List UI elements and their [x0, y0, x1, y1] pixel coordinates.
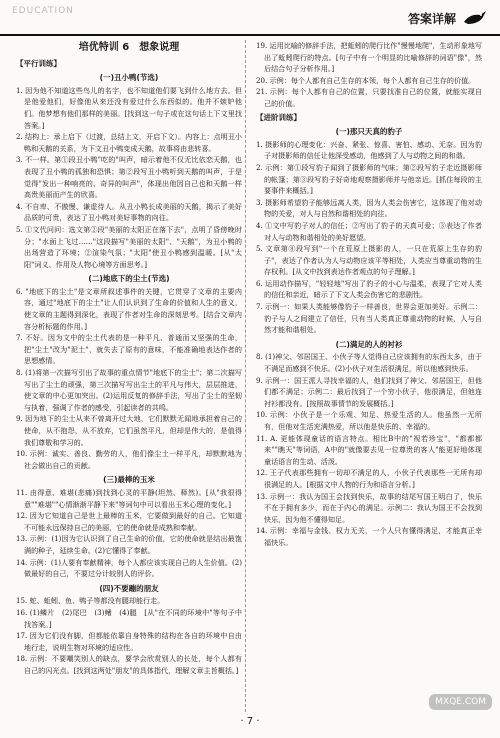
- answer-item: 2. 示例：第①段写豹子闻到了摄影师的气味；第②段写豹子走近摄影师的帐篷；第③段写豹子好奇地观察摄影师并与他亲近。[抓住每段的主要事件来概括。]: [256, 162, 482, 196]
- subsection-title: (四)不要蹦的朋友: [99, 583, 159, 593]
- answer-item: 6. "地底下的尘土"是文章所叙述事件的关键，它贯穿了文章的主要内容，通过"地底下的尘土"让人们认识到了生命的价值和人生的意义，使文章的主题得到深化，表现了作者对生命的深刻思考。[结合文章内容分析标题的作用。]: [16, 286, 242, 331]
- answer-item: 9. 因为地下的尘土从来不曾离开过大地，它们默默无闻地承担着自己的使命，从不抱怨，从不放弃，它们虽然平凡，但却是伟大的，是值得我们尊敬和学习的。: [16, 414, 242, 447]
- section-title: 培优特训 6 想象说理: [78, 42, 180, 53]
- answer-item: 4. ①文中写豹子对人的信任；②写出了豹子的天真可爱；③表达了作者对人与动物和谐相处的美好愿望。: [256, 220, 482, 242]
- bird-logo-icon: [462, 6, 488, 28]
- subsection-title: (三)最棒的玉米: [103, 475, 155, 485]
- section-label-advanced: 【进阶训练】: [256, 112, 301, 122]
- answer-item: 18. 示例：不要嘲笑别人的缺点，要学会欣赏别人的长处，每个人都有自己的闪光点。[找到这两处"朋友"的具体指代，理解文章主旨概括。]: [16, 654, 242, 675]
- left-column: [16, 40, 242, 676]
- answer-item: 3. 不一样。第①段丑小鸭"吃的"叫声，暗示着他不仅无比依恋天鹅，也表现了丑小鸭的孤独和恐惧；第②段写丑小鸭听到天鹅的叫声，于是觉得"发出一种响亮的、奇异的叫声"，体现出他因自己也和天鹅一样高贵美丽而产生的欣喜。: [16, 155, 242, 200]
- right-column: [256, 40, 482, 549]
- header-title: 答案详解: [407, 12, 456, 26]
- answer-list: [16, 286, 242, 472]
- answer-item: 16. (1)鳞片 (2)尾巴 (3)鳍 (4)腿 [从"在不同的环境中"等句子中找答案。]: [16, 607, 242, 629]
- answer-item: 11. 由得意、难堪(悲痛)到找到心灵的平静(坦然、释然)。[从"我很得意""难堪""心情渐渐平静下来"等词句中可以看出玉米心理的变化。]: [16, 487, 242, 509]
- publisher-logo: EDUCATION: [12, 6, 74, 16]
- answer-list: [16, 487, 242, 580]
- answer-list: [256, 40, 482, 110]
- answer-list: [256, 139, 482, 336]
- answer-item: 5. ①文代问问：选文第②段"美丽的太阳正在落下去"，点明了昏傍晚时分；"水面上飞过……"这段描写"美丽的太阳"、"天鹅"，为丑小鸭的出场营造了环境；②渲染气氛；"太阳"使丑小鸭感到温暖。[从"太阳"词义、作用及人物心境等方面思考。]: [16, 224, 242, 269]
- answer-item: 8. (1)将第一次描写引出了故事的重点情节"地底下的尘土"；第二次描写写出了尘土的顽强，第三次描写写出尘土的平凡与伟大，层层推进，使文章的中心更加突出。(2)运用反复的修辞手法，写出了尘土的坚韧与执着，强调了作者的感受，引起读者的共鸣。: [16, 368, 242, 412]
- answer-item: 11. A. 更能体现童话的语言特点。相比B中的"视若珍宝"，"都都都来""瞧天"等词语，A中的"就像要去见一位尊贵的客人"能更好地体现童话语言的生动、活泼。: [256, 433, 482, 466]
- subsection-title: (二)满足的人的衬衫: [335, 339, 403, 349]
- answer-list: [16, 595, 242, 676]
- answer-item: 17. 因为它们没有脚，但都能依靠自身特殊的结构在各自的环境中自由地行走，说明生物对环境的适应性。: [16, 631, 242, 652]
- answer-item: 21. 示例：每个人都有自己的位置，只要找准自己的位置，就能实现自己的价值。: [256, 87, 482, 108]
- page-number: · 7 ·: [240, 716, 260, 727]
- answer-item: 14. 示例：幸福与金钱、权力无关，一个人只有懂得满足，才能真正幸福快乐。: [256, 526, 482, 547]
- answer-item: 1. 摄影师的心理变化：兴奋、紧张、惊喜、害怕、感动、无奈。因为豹子对摄影师的信任让他深受感动，他感到了人与动物之间的和谐。: [256, 139, 482, 161]
- answer-item: 2. 结构上：承上启下（过渡，总结上文，开启下文）。内容上：点明丑小鸭和天鹅的关系，为下文丑小鸭变成天鹅，故事将由悲转喜。: [16, 132, 242, 153]
- answer-item: 7. 示例一：如果人类能够像豹子一样善良，世界会更加美好。示例二：豹子与人之间建立了信任，只有当人类真正尊重动物的时候，人与自然才能和谐相处。: [256, 302, 482, 335]
- answer-list: [256, 351, 482, 548]
- subsection-title: (一)那只天真的豹子: [335, 127, 403, 137]
- answer-item: 12. 因为它知道自己是世上最棒的玉米，它要做到最好的自己。它知道不可能永远保持自己的美丽，它的使命就是成熟和奉献。: [16, 511, 242, 532]
- answer-item: 1. 因为他不知道这些鸟儿的名字，也不知道他们要飞到什么地方去。但是他爱他们，好像他从来还没有爱过什么东西似的。他并不嫉妒他们。他梦想有他们那样的美丽。[找到这一句子或在这句话上下文里找答案。]: [16, 85, 242, 130]
- answer-item: 10. 示例：诚实、善良、勤劳的人，他们像尘土一样平凡，却默默地为社会做出自己的贡献。: [16, 449, 242, 470]
- answer-item: 13. 示例：(1)因为它认识到了自己生命的价值，它的使命就是结出最饱满的种子，延续生命。(2)它懂得了奉献。: [16, 534, 242, 555]
- subsection-title: (一)丑小鸭(节选): [99, 73, 159, 83]
- section-label-parallel: 【平行训练】: [16, 58, 61, 68]
- answer-item: 10. 示例：小伙子是一个乐观、知足、热爱生活的人。他虽然一无所有，但他对生活充满热爱，所以他是快乐的、幸福的。: [256, 410, 482, 431]
- answer-list: [16, 85, 242, 271]
- answer-item: 19. 运用比喻的修辞手法，把蚯蚓的爬行比作"慢慢地爬"，生动形象地写出了蚯蚓爬行的特点。[句子中有一个明显的比喻修辞的词语"像"，然后结合句子分析作用。]: [256, 41, 482, 74]
- answer-item: 13. 示例一：我认为国王会找到快乐，故事的结尾写国王明白了，快乐不在于拥有多少，而在于内心的满足。示例二：我认为国王不会找到快乐，因为他不懂得知足。: [256, 491, 482, 524]
- answer-item: 8. (1)神父、邻居国王、小伙子等人觉得自己应该拥有的东西太多，由于不满足而感到不快乐。(2)小伙子对生活很满足，所以他感到快乐。: [256, 352, 482, 374]
- answer-item: 15. 蛇、蚯蚓、鱼、鸭子等都没有腿却能行走。: [16, 596, 165, 606]
- answer-item: 9. 示例一：国王派人寻找幸福的人，他们找到了神父、邻居国王，但他们都不满足；示例二：最后找到了一个穷小伙子，他很满足，但他连衬衫都没有。[按照故事情节的发展概括。]: [256, 375, 482, 408]
- answer-item: 6. 运用动作描写，"轻轻地"写出了豹子的小心与温柔，表现了它对人类的信任和亲近，暗示了下文人类会伤害它的悲剧性。: [256, 278, 482, 300]
- answer-item: 12. 王子代表那些拥有一切却不满足的人，小伙子代表那些一无所有却很满足的人。[根据文中人物的行为和语言分析。]: [256, 468, 482, 489]
- answer-item: 4. 不自卑、不傲慢、谦虚待人。从丑小鸭长成美丽的天鹅，揭示了美好品质的可贵，表达了丑小鸭对美好事物的向往。: [16, 201, 242, 223]
- answer-item: 20. 示例：每个人都有自己生存的本领，每个人都有自己生存的价值。: [256, 75, 476, 85]
- watermark: MXQE.COM: [429, 694, 492, 710]
- answer-item: 7. 不好。因为文中的尘土代表的是一种平凡、普通而又坚强的生命，把"尘土"改为"泥土"，就失去了原有的意味，不能准确地表达作者的思想感情。: [16, 333, 242, 366]
- subsection-title: (二)地底下的尘土(节选): [88, 274, 170, 284]
- answer-item: 14. 示例：(1)人要有奉献精神，每个人都应该实现自己的人生价值。(2)做最好的自己，不要过分计较别人的评价。: [16, 557, 242, 579]
- answer-item: 5. 文章第⑧段写到"一个在荒原上摄影的人，一只在荒原上生存的豹子"，表达了作者认为人与动物应该平等相处，人类应当尊重动物的生存权利。[从文中找到表达作者观点的句子理解。]: [256, 244, 482, 277]
- column-divider: [245, 40, 246, 712]
- page-header: [0, 0, 500, 36]
- answer-item: 3. 摄影师希望豹子能够远离人类，因为人类会伤害它，这体现了他对动物的关爱，对人与自然和谐相处的向往。: [256, 197, 482, 219]
